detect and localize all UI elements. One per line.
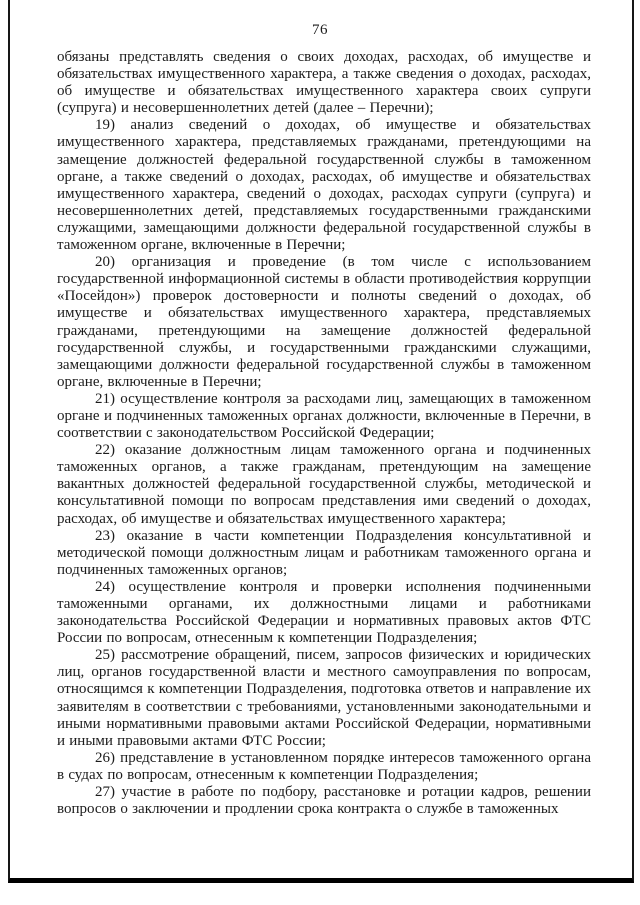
paragraph-item-22: 22) оказание должностным лицам таможенного органа и подчиненных таможенных органов, а также гражданам, претендующим на замещение вакантных должностей федеральной государственной службы, методической и консультативной помощи по вопросам представления ими сведений о доходах, расходах, об имуществе и обязательствах имущественного характера;	[57, 442, 591, 527]
page-number: 76	[312, 22, 328, 38]
paragraph-item-23: 23) оказание в части компетенции Подразделения консультативной и методической помощи должностным лицам и работникам таможенного органа и подчиненных таможенных органов;	[57, 527, 591, 578]
paragraph-item-20: 20) организация и проведение (в том числе с использованием государственной информационной системы в области противодействия коррупции «Посейдон») проверок достоверности и полноты сведений о доходах, об имуществе и обязательствах имущественного характера, представляемых гражданами, претендующими на замещение должностей федеральной государственной службы, и государственными гражданскими служащими, замещающими должности федеральной государственной службы в таможенном органе, включенные в Перечни;	[57, 254, 591, 390]
paragraph-item-24: 24) осуществление контроля и проверки исполнения подчиненными таможенными органами, их должностными лицами и работниками законодательства Российской Федерации и нормативных правовых актов ФТС России по вопросам, отнесенным к компетенции Подразделения;	[57, 578, 591, 647]
paragraph-item-26: 26) представление в установленном порядке интересов таможенного органа в судах по вопросам, отнесенным к компетенции Подразделения;	[57, 749, 591, 783]
paragraph-continuation: обязаны представлять сведения о своих доходах, расходах, об имуществе и обязательствах имущественного характера, а также сведения о доходах, расходах, об имуществе и обязательствах имущественного характера своих супруги (супруга) и несовершеннолетних детей (далее – Перечни);	[57, 49, 591, 117]
document-body	[57, 49, 591, 818]
paragraph-item-25: 25) рассмотрение обращений, писем, запросов физических и юридических лиц, органов государственной власти и местного самоуправления по вопросам, относящимся к компетенции Подразделения, подготовка ответов и направление их заявителям в соответствии с требованиями, установленными законодательными и иными нормативными правовыми актами Российской Федерации, нормативными и иными правовыми актами ФТС России;	[57, 647, 591, 749]
paragraph-item-21: 21) осуществление контроля за расходами лиц, замещающих в таможенном органе и подчиненных таможенных органах должности, включенные в Перечни, в соответствии с законодательством Российской Федерации;	[57, 390, 591, 442]
paragraph-item-19: 19) анализ сведений о доходах, об имуществе и обязательствах имущественного характера, представляемых гражданами, претендующими на замещение должностей федеральной государственной службы в таможенном органе, а также сведений о доходах, расходах, об имуществе и обязательствах имущественного характера, сведений о доходах, расходах супруги (супруга) и несовершеннолетних детей, представляемых государственными гражданскими служащими, замещающими должности федеральной государственной службы в таможенном органе, включенные в Перечни;	[57, 117, 591, 254]
paragraph-item-27: 27) участие в работе по подбору, расстановке и ротации кадров, решении вопросов о заключении и продлении срока контракта о службе в таможенных	[57, 784, 591, 818]
